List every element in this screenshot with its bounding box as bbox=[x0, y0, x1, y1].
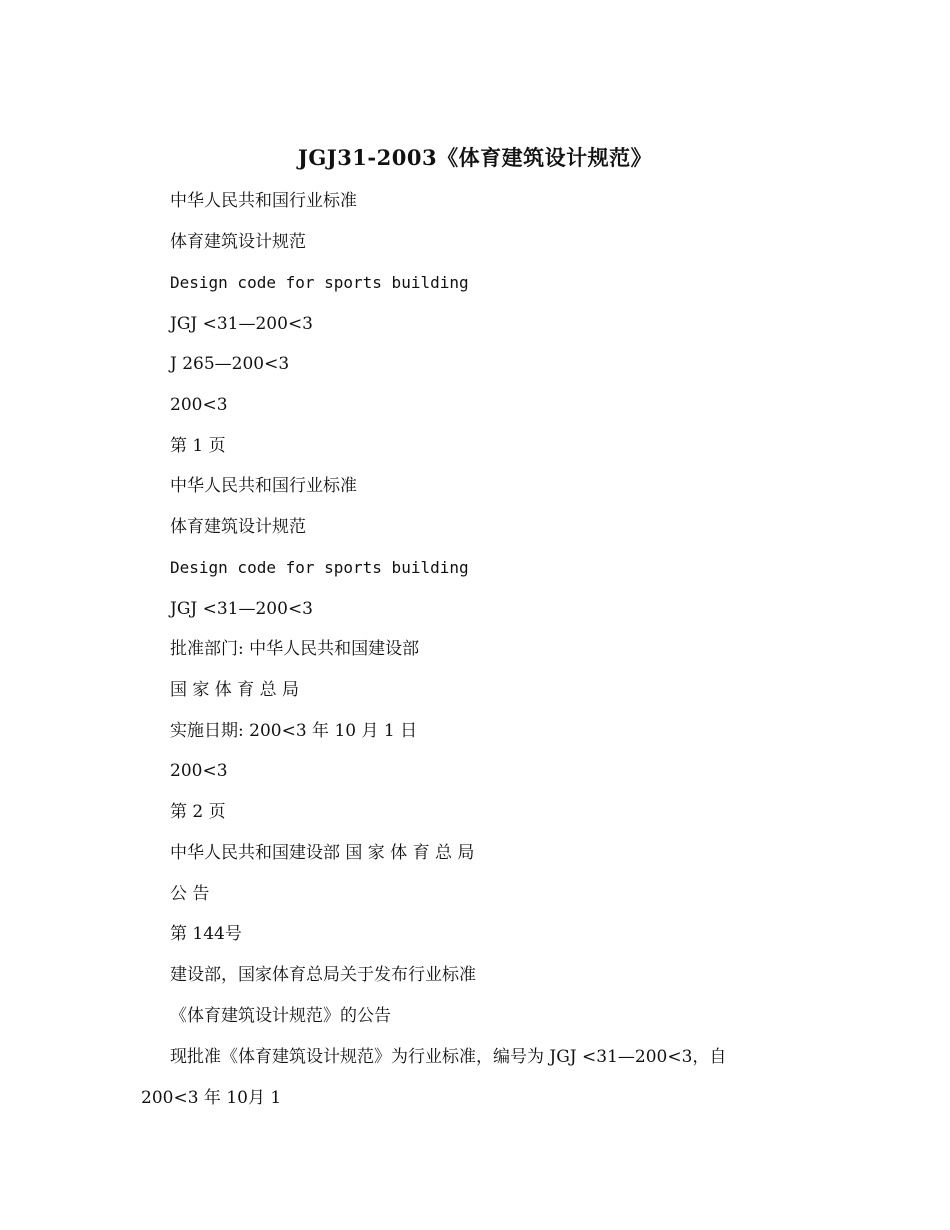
text-line: 中华人民共和国行业标准 bbox=[170, 191, 357, 211]
paragraph-first-line: 现批准《体育建筑设计规范》为行业标准，编号为 JGJ <31—200<3，自 bbox=[170, 1047, 727, 1067]
text-line: 体育建筑设计规范 bbox=[170, 232, 306, 252]
text-line: 200<3 bbox=[170, 761, 228, 781]
text-line: 中华人民共和国行业标准 bbox=[170, 476, 357, 496]
text-line: Design code for sports building bbox=[170, 558, 469, 577]
text-line: 《体育建筑设计规范》的公告 bbox=[170, 1006, 391, 1026]
text-line: 体育建筑设计规范 bbox=[170, 517, 306, 537]
paragraph-continuation: 200<3 年 10月 1 bbox=[141, 1088, 282, 1108]
text-line: 国 家 体 育 总 局 bbox=[170, 680, 300, 700]
text-line: JGJ <31—200<3 bbox=[170, 314, 313, 334]
page-number: 第 2 页 bbox=[170, 802, 226, 822]
text-line: 批准部门: 中华人民共和国建设部 bbox=[170, 639, 420, 659]
text-line: 建设部，国家体育总局关于发布行业标准 bbox=[170, 965, 476, 985]
page-number: 第 1 页 bbox=[170, 436, 226, 456]
text-line: J 265—200<3 bbox=[170, 354, 290, 374]
text-line: Design code for sports building bbox=[170, 273, 469, 292]
text-line: 第 144号 bbox=[170, 924, 242, 944]
text-line: JGJ <31—200<3 bbox=[170, 599, 313, 619]
text-line: 实施日期: 200<3 年 10 月 1 日 bbox=[170, 721, 418, 741]
text-line: 200<3 bbox=[170, 395, 228, 415]
text-line: 中华人民共和国建设部 国 家 体 育 总 局 bbox=[170, 843, 475, 863]
document-title: JGJ31-2003《体育建筑设计规范》 bbox=[297, 145, 653, 170]
text-line: 公 告 bbox=[170, 884, 210, 904]
